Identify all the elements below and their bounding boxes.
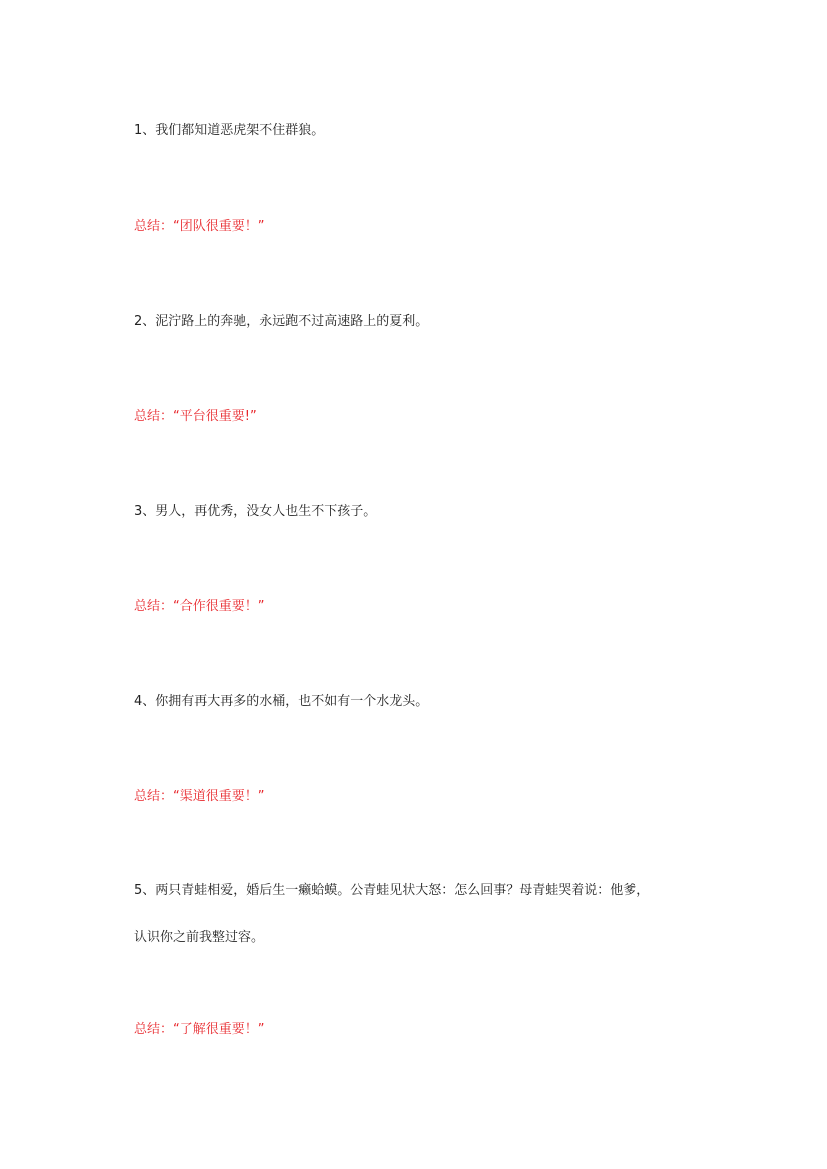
paragraph-5-line-1: 5、两只青蛙相爱，婚后生一癞蛤蟆。公青蛙见状大怒：怎么回事？母青蛙哭着说：他爹，	[134, 883, 650, 898]
paragraph-3: 3、男人，再优秀，没女人也生不下孩子。	[134, 504, 377, 519]
paragraph-1: 1、我们都知道恶虎架不住群狼。	[134, 123, 325, 138]
summary-1: 总结：“团队很重要！”	[134, 219, 265, 234]
summary-3: 总结：“合作很重要！”	[134, 599, 265, 614]
summary-4: 总结：“渠道很重要！”	[134, 789, 265, 804]
paragraph-5-line-2: 认识你之前我整过容。	[134, 930, 265, 945]
paragraph-2: 2、泥泞路上的奔驰，永远跑不过高速路上的夏利。	[134, 314, 429, 329]
paragraph-4: 4、你拥有再大再多的水桶，也不如有一个水龙头。	[134, 694, 429, 709]
summary-2: 总结：“平台很重要!”	[134, 409, 257, 424]
summary-5: 总结：“了解很重要！”	[134, 1022, 265, 1037]
